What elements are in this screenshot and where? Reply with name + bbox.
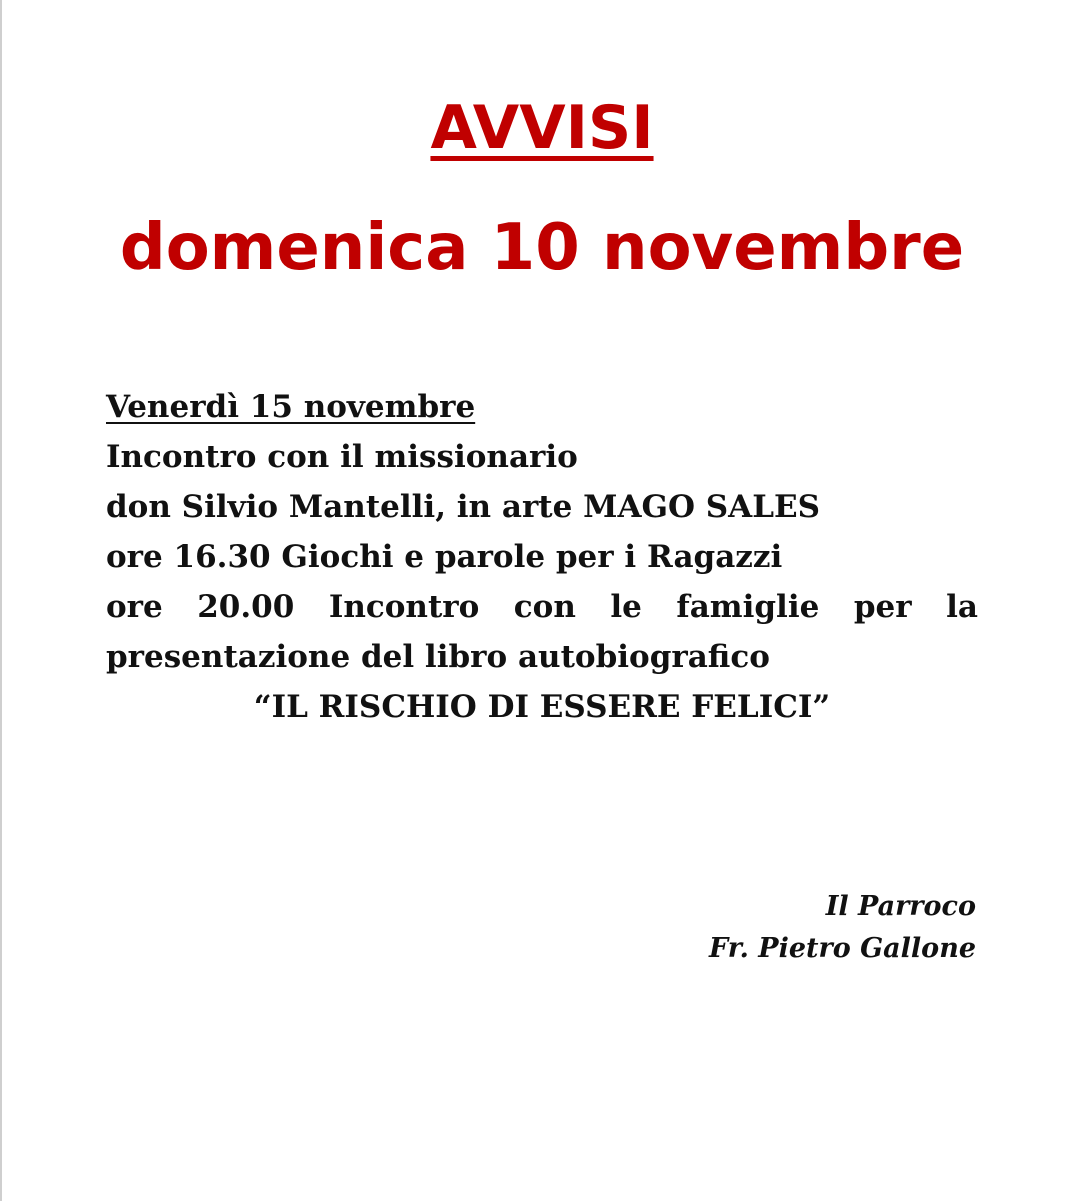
event-line-4-word: per — [853, 589, 912, 625]
event-line-4-word: le — [610, 589, 642, 625]
page-date-heading: domenica 10 novembre — [119, 211, 965, 285]
signature-name: Fr. Pietro Gallone — [709, 933, 976, 964]
event-line-5: presentazione del libro autobiografico — [106, 639, 770, 675]
book-title: “IL RISCHIO DI ESSERE FELICI” — [253, 689, 831, 725]
event-line-4-word: famiglie — [676, 589, 820, 625]
signature-role: Il Parroco — [825, 891, 976, 922]
notice-body — [106, 382, 978, 732]
event-line-2: don Silvio Mantelli, in arte MAGO SALES — [106, 489, 821, 525]
event-line-4-word: la — [946, 589, 978, 625]
event-line-4-word: 20.00 — [197, 589, 295, 625]
event-line-4-word: ore — [106, 589, 163, 625]
event-line-4-word: Incontro — [328, 589, 480, 625]
event-line-3: ore 16.30 Giochi e parole per i Ragazzi — [106, 539, 783, 575]
page-title — [2, 88, 1080, 168]
event-line-4-word: con — [513, 589, 576, 625]
page-title-text: AVVISI — [430, 93, 654, 163]
event-line-1: Incontro con il missionario — [106, 439, 578, 475]
event-date: Venerdì 15 novembre — [106, 389, 476, 425]
event-line-4 — [106, 582, 978, 632]
signature — [709, 886, 976, 970]
